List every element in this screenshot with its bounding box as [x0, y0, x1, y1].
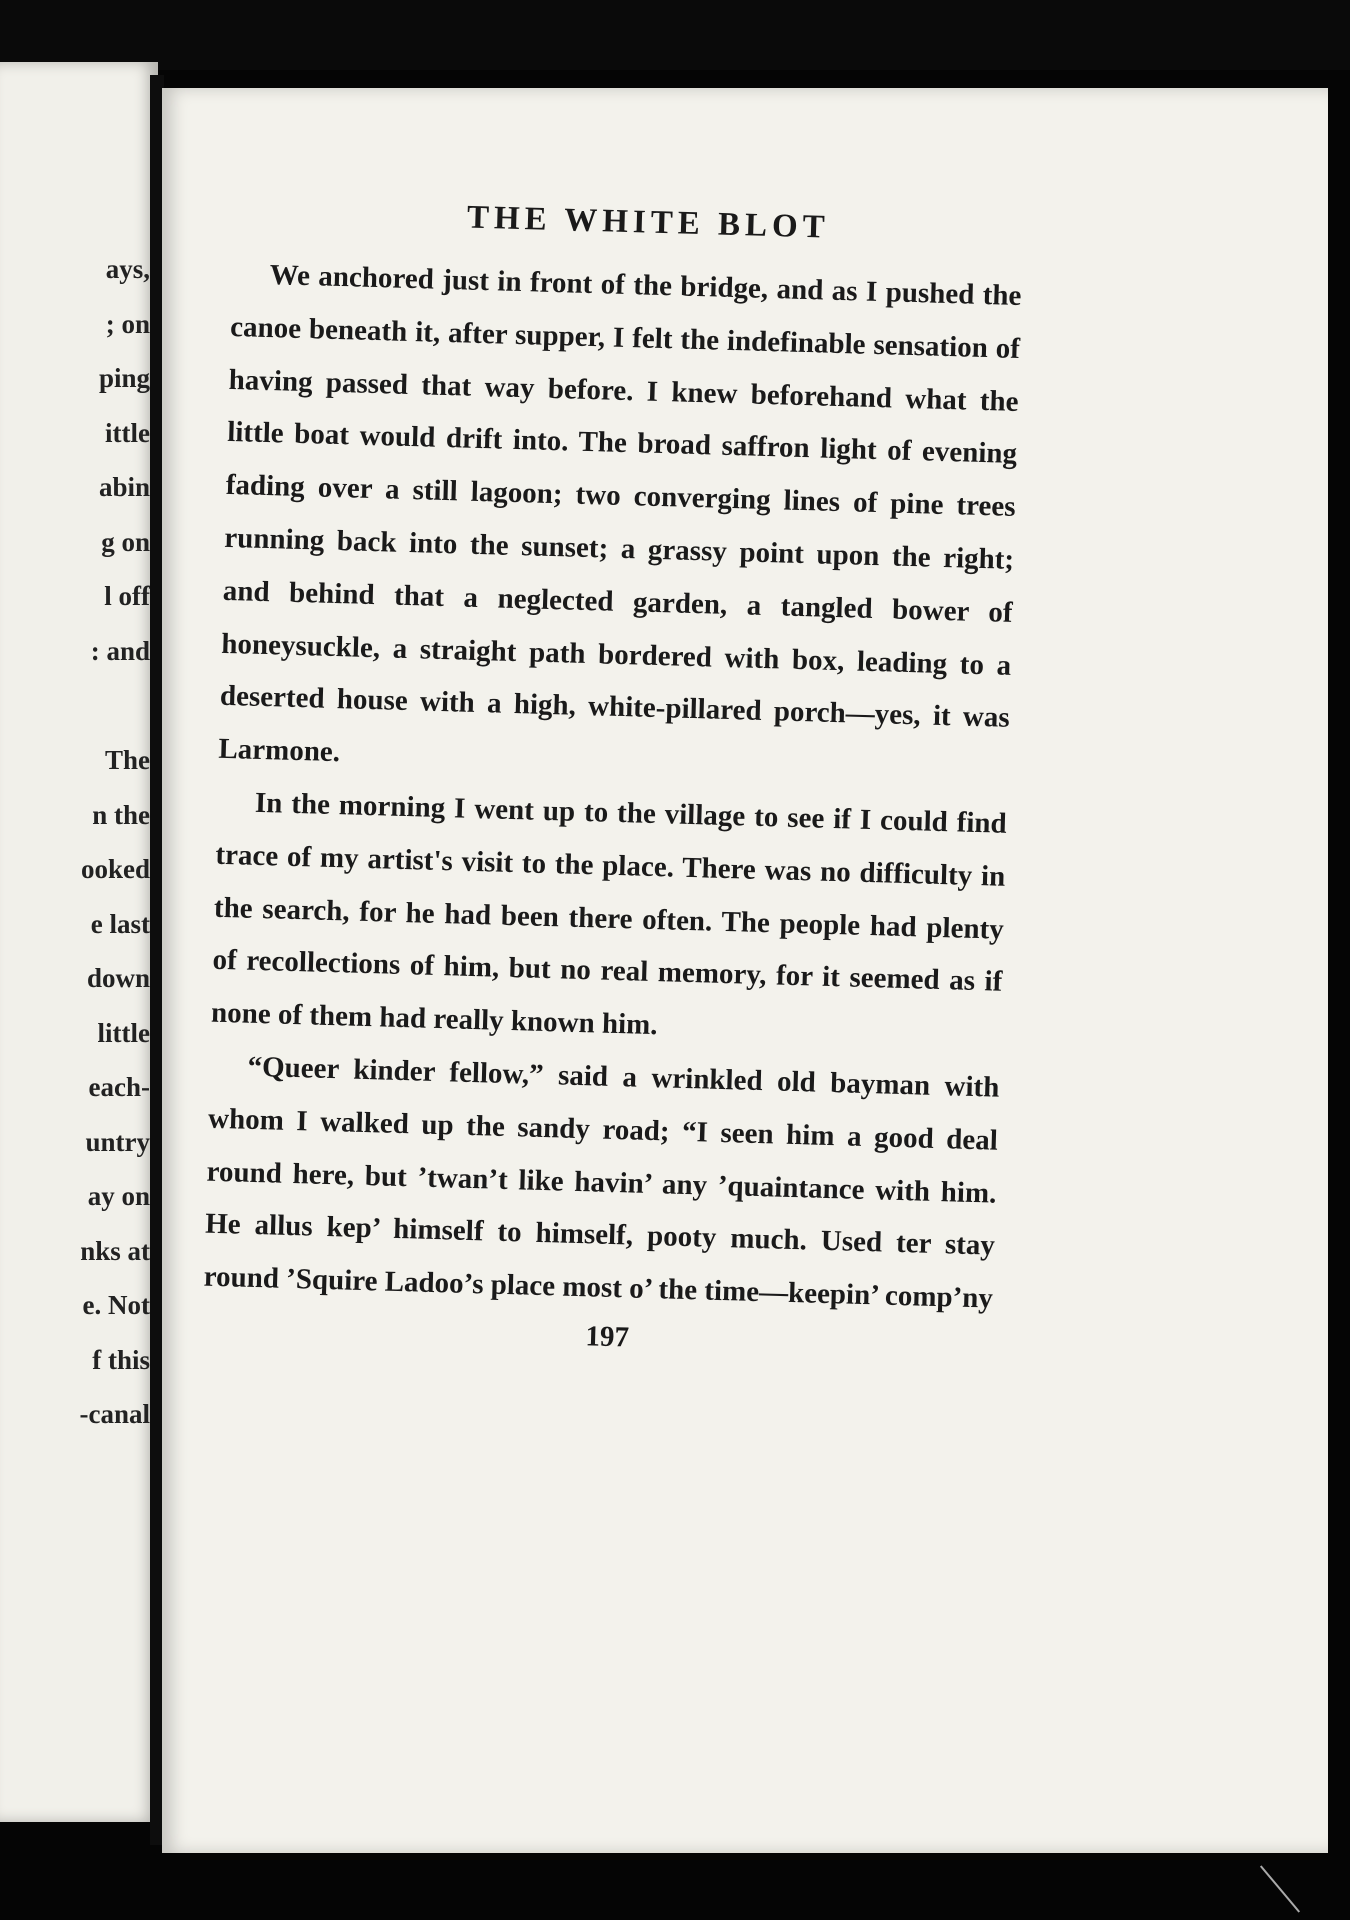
facing-line: -canal — [79, 1399, 150, 1429]
facing-line: ping — [98, 363, 150, 393]
facing-line: nks at — [80, 1235, 150, 1266]
facing-line: ; on — [105, 308, 150, 339]
facing-line: ay on — [87, 1181, 150, 1211]
facing-line: The — [104, 745, 150, 775]
facing-line: ays, — [105, 254, 150, 284]
page-text-block — [202, 193, 1024, 1365]
facing-line: ooked — [80, 854, 150, 884]
facing-line: l off — [104, 581, 150, 611]
scan-background — [0, 0, 1350, 70]
facing-line: f this — [92, 1344, 150, 1375]
facing-line: : and — [90, 635, 150, 666]
facing-page-text — [0, 242, 150, 1442]
scan-artifact — [1260, 1865, 1300, 1912]
facing-line: abin — [98, 472, 150, 502]
facing-line: g on — [101, 526, 150, 557]
facing-line: untry — [85, 1126, 150, 1157]
facing-line: down — [86, 963, 150, 993]
paragraph: We anchored just in front of the bridge, and as I pushed the canoe beneath it, after supper, I felt the indefinable sensation of having passed that way before. I knew beforehand what the little boat would drift into. The broad saffron light of evening fading over a still lagoon; two converging lines of pine trees running back into the sunset; a grassy point upon the right; and behind that a neglected garden, a tangled bower of honeysuckle, a straight path bordered with box, leading to a deserted house with a high, white-pillared porch—yes, it was Larmone. — [218, 259, 1022, 769]
facing-line: each- — [88, 1072, 150, 1102]
facing-line: e last — [90, 908, 150, 939]
page-number: 197 — [585, 1320, 630, 1354]
paragraph: “Queer kinder fellow,” said a wrinkled old bayman with whom I walked up the sandy road; “I seen him a good deal round here, but ’twan’t like havin’ any ’quaintance with him. He allus kep’ himself to himself, pooty much. Used ter stay round ’Squire Ladoo’s place most o’ the time—keepin’ comp’ny — [203, 1050, 1000, 1315]
book-page — [162, 88, 1330, 1853]
facing-page — [0, 62, 158, 1822]
facing-paragraph-gap — [0, 678, 150, 733]
scan-edge-right — [1328, 88, 1350, 1853]
facing-line: e. Not — [82, 1290, 150, 1320]
facing-line: ittle — [105, 417, 150, 448]
paragraph: In the morning I went up to the village to see if I could find trace of my artist's visit to the place. There was no difficulty in the search, for he had been there often. The people had plenty of recollections of him, but no real memory, for it seemed as if none of them had really known him. — [210, 786, 1008, 1042]
facing-line: n the — [92, 799, 150, 830]
facing-line: little — [97, 1017, 150, 1048]
running-head: THE WHITE BLOT — [466, 199, 831, 246]
